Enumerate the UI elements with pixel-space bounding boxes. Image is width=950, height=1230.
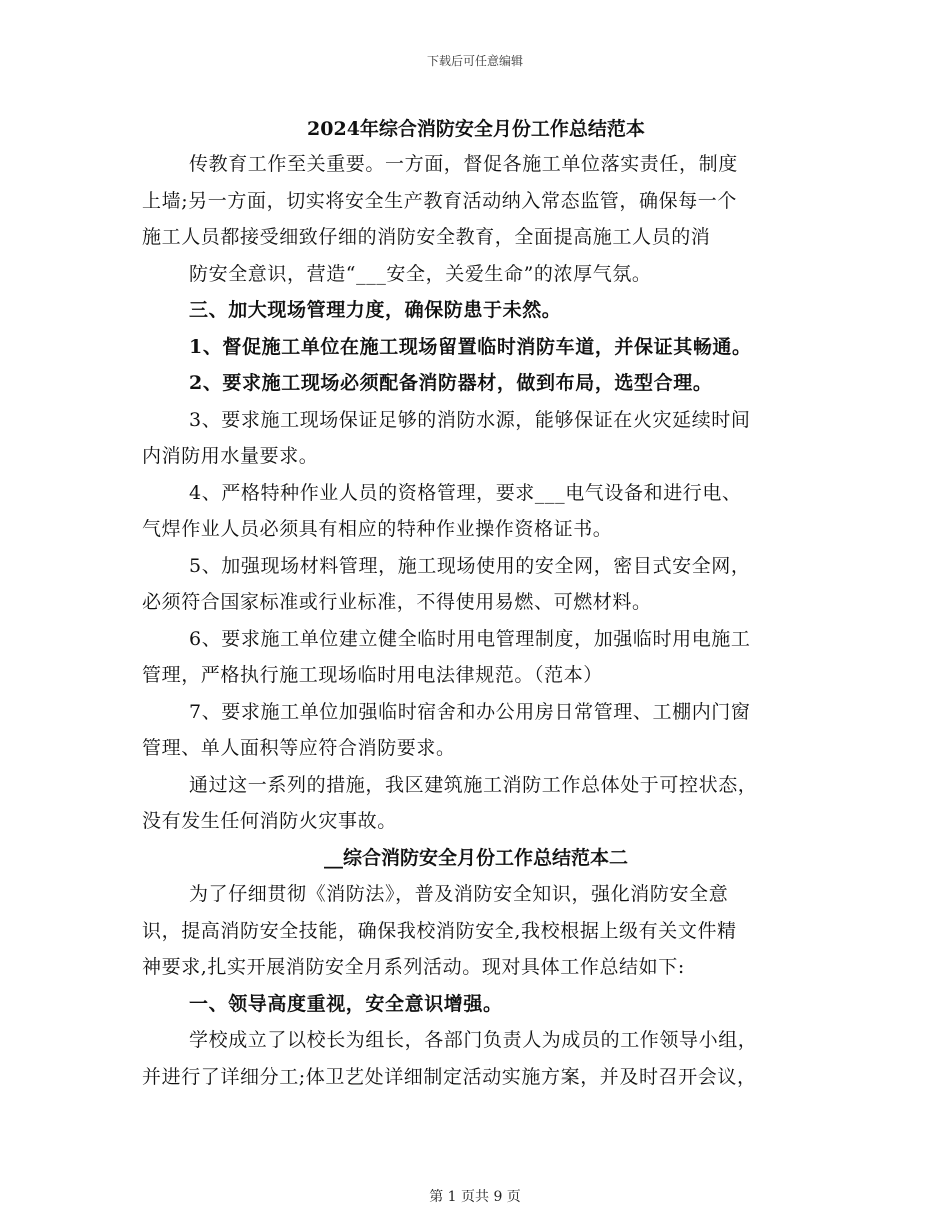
page-footer: 第 1 页共 9 页 (429, 1189, 521, 1205)
list-item-continuation: 内消防用水量要求。 (142, 445, 319, 467)
page-header: 下载后可任意编辑 (426, 54, 523, 68)
list-item-bold: 2、要求施工现场必须配备消防器材，做到布局，选型合理。 (189, 372, 713, 394)
paragraph-line: 传教育工作至关重要。一方面，督促各施工单位落实责任，制度 (189, 153, 738, 175)
list-item: 3、要求施工现场保证足够的消防水源，能够保证在火灾延续时间 (189, 408, 751, 431)
list-item-continuation: 管理、单人面积等应符合消防要求。 (142, 737, 456, 759)
paragraph-line: 防安全意识，营造“___安全，关爱生命”的浓厚气氛。 (189, 262, 652, 285)
list-item-continuation: 气焊作业人员必须具有相应的特种作业操作资格证书。 (142, 518, 613, 540)
paragraph-line: 并进行了详细分工;体卫艺处详细制定活动实施方案，并及时召开会议， (142, 1065, 757, 1088)
section-heading: 三、加大现场管理力度，确保防患于未然。 (189, 299, 562, 321)
document-body (142, 112, 810, 1095)
list-item-bold: 1、督促施工单位在施工现场留置临时消防车道，并保证其畅通。 (189, 335, 752, 358)
paragraph-line: 识，提高消防安全技能，确保我校消防安全,我校根据上级有关文件精 (142, 919, 737, 942)
paragraph-line: 通过这一系列的措施，我区建筑施工消防工作总体处于可控状态， (189, 773, 758, 796)
paragraph-line: 神要求,扎实开展消防安全月系列活动。现对具体工作总结如下: (142, 956, 685, 978)
list-item: 5、加强现场材料管理，施工现场使用的安全网，密目式安全网， (189, 554, 751, 577)
second-document-title: __综合消防安全月份工作总结范本二 (323, 846, 628, 869)
paragraph-line: 为了仔细贯彻《消防法》，普及消防安全知识，强化消防安全意 (189, 883, 729, 905)
section-heading: 一、领导高度重视，安全意识增强。 (189, 992, 503, 1015)
paragraph-line: 学校成立了以校长为组长，各部门负责人为成员的工作领导小组， (189, 1029, 758, 1051)
list-item: 6、要求施工单位建立健全临时用电管理制度，加强临时用电施工 (189, 627, 751, 650)
list-item-continuation: 管理，严格执行施工现场临时用电法律规范。（范本） (142, 664, 603, 686)
list-item: 4、严格特种作业人员的资格管理，要求___电气设备和进行电、 (189, 481, 742, 504)
document-title: 2024年综合消防安全月份工作总结范本 (307, 118, 645, 140)
paragraph-line: 没有发生任何消防火灾事故。 (142, 810, 397, 832)
paragraph-line: 上墙;另一方面，切实将安全生产教育活动纳入常态监管，确保每一个 (142, 189, 738, 212)
list-item-continuation: 必须符合国家标准或行业标准，不得使用易燃、可燃材料。 (142, 591, 652, 613)
paragraph-line: 施工人员都接受细致仔细的消防安全教育，全面提高施工人员的消 (142, 226, 711, 248)
list-item: 7、要求施工单位加强临时宿舍和办公用房日常管理、工棚内门窗 (189, 700, 751, 723)
